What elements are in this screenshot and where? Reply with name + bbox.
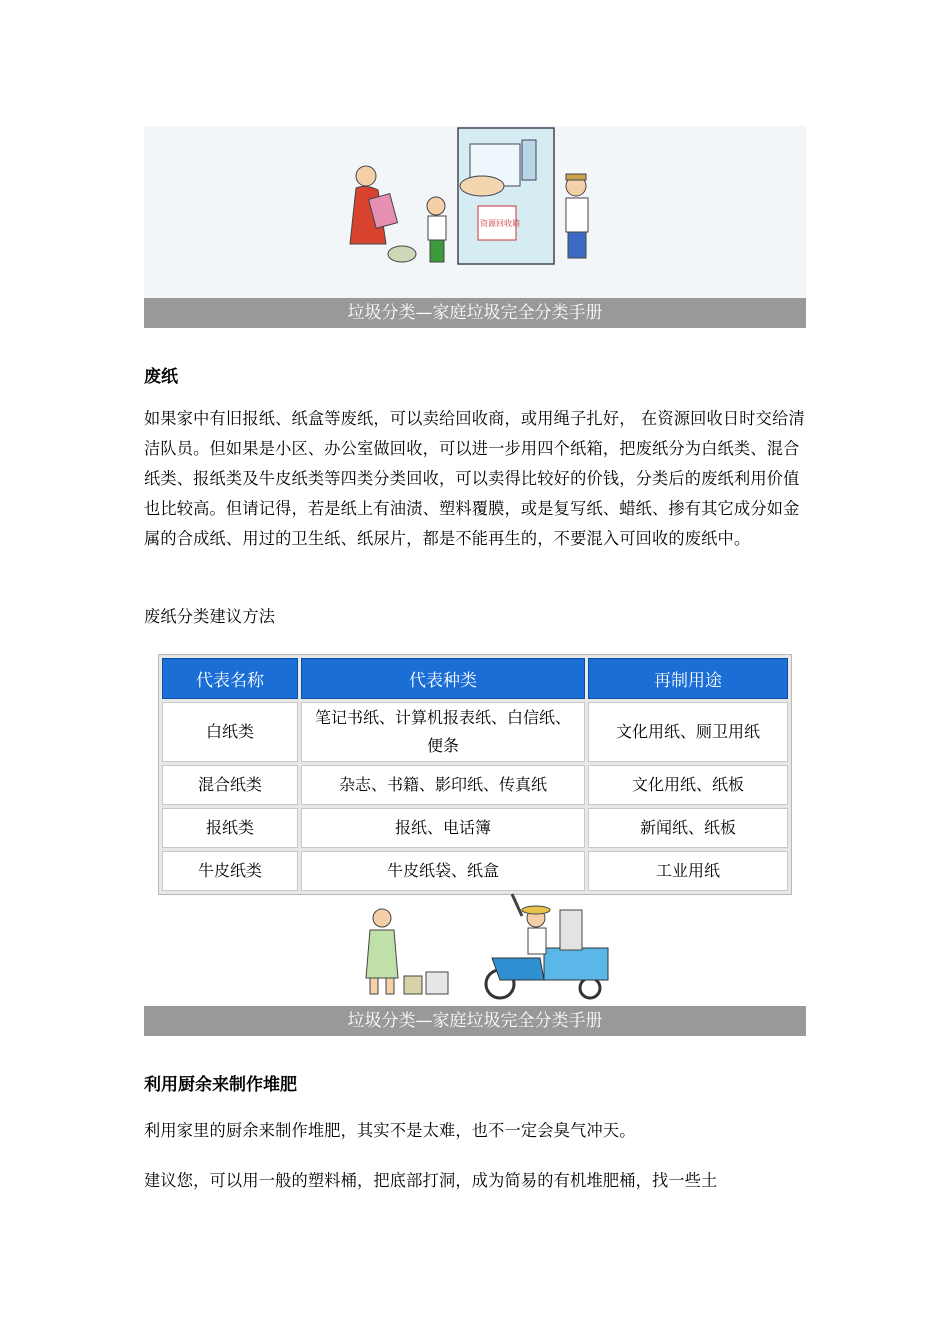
section-banner: 垃圾分类—家庭垃圾完全分类手册 xyxy=(144,298,806,328)
table-cell: 新闻纸、纸板 xyxy=(588,808,788,848)
section-banner: 垃圾分类—家庭垃圾完全分类手册 xyxy=(144,1006,806,1036)
table-cell: 报纸、电话簿 xyxy=(301,808,585,848)
table-cell: 混合纸类 xyxy=(162,765,298,805)
table-cell: 工业用纸 xyxy=(588,851,788,891)
table-row xyxy=(162,702,788,762)
paragraph-text: 建议您，可以用一般的塑料桶，把底部打洞，成为简易的有机堆肥桶，找一些土 xyxy=(144,1171,718,1190)
table-cell: 牛皮纸袋、纸盒 xyxy=(301,851,585,891)
paragraph-text: 如果家中有旧报纸、纸盒等废纸，可以卖给回收商，或用绳子扎好， 在资源回收日时交给清洁队员。但如果是小区、办公室做回收，可以进一步用四个纸箱，把废纸分为白纸类、混合纸类、报纸类及牛皮纸类等四类分类回收，可以卖得比较好的价钱，分类后的废纸利用价值也比较高。但请记得，若是纸上有油渍、塑料覆膜，或是复写纸、蜡纸、掺有其它成分如金属的合成纸、用过的卫生纸、纸尿片，都是不能再生的，不要混入可回收的废纸中。 xyxy=(144,409,805,548)
section-heading-waste-paper: 废纸 xyxy=(144,367,178,387)
table-cell: 白纸类 xyxy=(162,702,298,762)
recycle-sign: 资源回收箱 xyxy=(480,219,520,228)
table-cell: 报纸类 xyxy=(162,808,298,848)
table-row xyxy=(162,808,788,848)
table-caption xyxy=(144,602,808,632)
table-row xyxy=(162,765,788,805)
recycling-tricycle-illustration xyxy=(340,888,620,1006)
paragraph-text: 利用家里的厨余来制作堆肥，其实不是太难，也不一定会臭气冲天。 xyxy=(144,1121,636,1140)
table-row xyxy=(162,851,788,891)
recycling-machine-illustration xyxy=(330,126,620,298)
table-cell: 牛皮纸类 xyxy=(162,851,298,891)
compost-paragraph-1 xyxy=(144,1116,808,1146)
table-cell: 杂志、书籍、影印纸、传真纸 xyxy=(301,765,585,805)
table-header-row xyxy=(162,658,788,699)
table-cell: 笔记书纸、计算机报表纸、白信纸、便条 xyxy=(301,702,585,762)
paper-classification-table xyxy=(158,654,792,895)
table-cell: 文化用纸、厕卫用纸 xyxy=(588,702,788,762)
table-caption-text: 废纸分类建议方法 xyxy=(144,607,276,626)
header-cell-use: 再制用途 xyxy=(588,658,788,699)
compost-paragraph-2 xyxy=(144,1166,808,1196)
waste-paper-paragraph xyxy=(144,404,808,554)
header-cell-name: 代表名称 xyxy=(162,658,298,699)
header-cell-type: 代表种类 xyxy=(301,658,585,699)
section-heading-compost: 利用厨余来制作堆肥 xyxy=(144,1075,297,1095)
table-cell: 文化用纸、纸板 xyxy=(588,765,788,805)
